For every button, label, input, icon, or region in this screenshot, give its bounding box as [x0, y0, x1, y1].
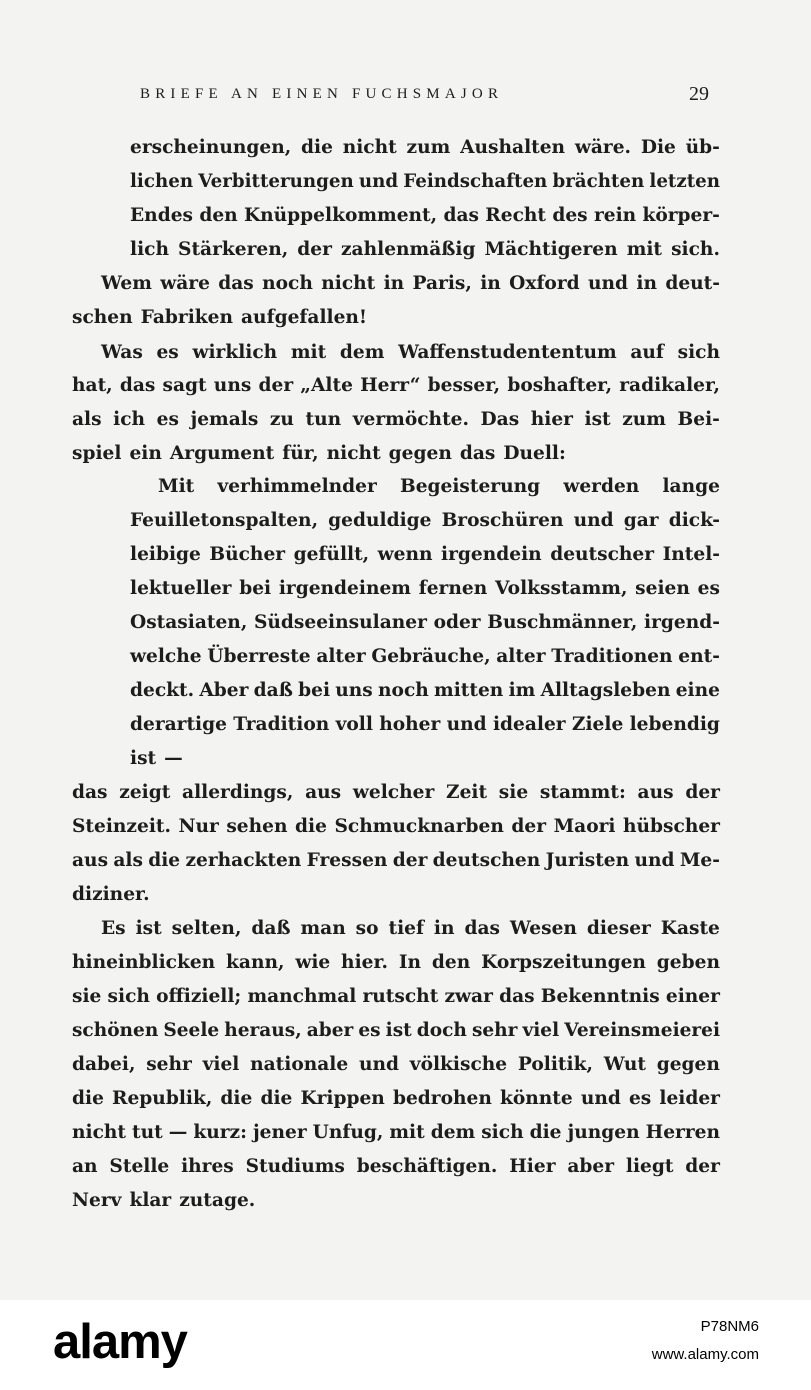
word: irgend- [644, 612, 720, 633]
word: gefüllt, [293, 544, 370, 565]
word: dem [339, 342, 385, 363]
word: die [529, 1122, 562, 1143]
word: wäre. [574, 137, 632, 158]
text-line [130, 233, 720, 267]
word: vermöchte. [352, 409, 469, 430]
word: sich [107, 986, 150, 1007]
word: boshafter, [507, 375, 613, 396]
word: sich [481, 1122, 524, 1143]
text-line [130, 572, 720, 606]
word: kurz: [193, 1122, 247, 1143]
word: kann, [226, 952, 285, 973]
word: ent- [678, 646, 720, 667]
word: mit [389, 1122, 425, 1143]
text-line [72, 437, 566, 471]
text-line [130, 504, 720, 538]
word: Argument [169, 443, 275, 464]
word: letzten [649, 171, 720, 192]
word: und [573, 510, 614, 531]
word: daß [251, 918, 291, 939]
word: Paris, [412, 273, 472, 294]
word: den [199, 205, 238, 226]
word: Wesen [509, 918, 577, 939]
word: Steinzeit. [72, 816, 171, 837]
word: Schmucknarben [334, 816, 504, 837]
word: ist [135, 918, 162, 939]
word: radikaler, [619, 375, 720, 396]
word: eine [675, 680, 720, 701]
word: hier [530, 409, 573, 430]
word: mit [626, 239, 663, 260]
text-line [72, 980, 720, 1014]
word: fernen [418, 578, 488, 599]
text-line [72, 1184, 255, 1218]
text-line [130, 674, 720, 708]
word: der [685, 782, 720, 803]
word: zeigt [119, 782, 171, 803]
word: im [508, 680, 536, 701]
word: noch [378, 680, 429, 701]
word: ihres [181, 1156, 234, 1177]
word: werden [563, 476, 640, 497]
word: zahlenmäßig [341, 239, 476, 260]
word: dick- [668, 510, 720, 531]
word: dem [430, 1122, 476, 1143]
page-number: 29 [689, 83, 709, 105]
word: wirklich [192, 342, 278, 363]
word: idealer [492, 714, 566, 735]
word: Bücher [209, 544, 286, 565]
text-line [130, 538, 720, 572]
word: Vereinsmeierei [564, 1020, 720, 1041]
word: Maori [553, 816, 616, 837]
word: sich [677, 342, 720, 363]
word: der [392, 850, 428, 871]
text-line [130, 708, 720, 742]
text-line [72, 776, 720, 810]
word: sich. [671, 239, 720, 260]
word: manchmal [247, 986, 357, 1007]
word: Feuilletonspalten, [130, 510, 319, 531]
word: schönen [72, 1020, 159, 1041]
word: und [358, 171, 399, 192]
word: das [443, 205, 479, 226]
word: es [697, 578, 720, 599]
word: sehen [226, 816, 288, 837]
word: Südseeinsulaner [253, 612, 427, 633]
word: das [499, 986, 535, 1007]
word: Ziele [571, 714, 624, 735]
word: Bei- [677, 409, 720, 430]
word: Endes [130, 205, 193, 226]
word: gegen [656, 1054, 720, 1075]
word: nicht [342, 137, 397, 158]
word: jungen [567, 1122, 640, 1143]
word: Intel- [662, 544, 720, 565]
word: Mächtigeren [484, 239, 618, 260]
word: klar [129, 1190, 172, 1211]
word: bei [239, 578, 272, 599]
word: zum [622, 409, 666, 430]
word: Es [101, 918, 126, 939]
site-url: www.alamy.com [651, 1346, 759, 1363]
word: lektueller [130, 578, 232, 599]
word: Hier [509, 1156, 556, 1177]
word: als [72, 409, 102, 430]
word: nicht [321, 273, 376, 294]
word: wie [295, 952, 331, 973]
word: sie [72, 986, 102, 1007]
word: Feindschaften [403, 171, 548, 192]
word: rein [593, 205, 637, 226]
word: voll [335, 714, 373, 735]
word: lange [662, 476, 720, 497]
word: Republik, [112, 1088, 213, 1109]
word: sehr [471, 1020, 518, 1041]
text-line [130, 199, 720, 233]
word: das [459, 443, 496, 464]
text-line [72, 1116, 720, 1150]
word: bedrohen [392, 1088, 492, 1109]
word: und [587, 273, 629, 294]
word: aus [305, 782, 342, 803]
word: geduldige [328, 510, 432, 531]
word: doch [416, 1020, 467, 1041]
word: lich [130, 239, 169, 260]
word: die [301, 137, 333, 158]
word: erscheinungen, [130, 137, 292, 158]
word: Stärkeren, [178, 239, 289, 260]
word: das [119, 375, 156, 396]
word: Alltagsleben [540, 680, 671, 701]
word: welche [130, 646, 202, 667]
word: Stelle [109, 1156, 170, 1177]
word: besser, [427, 375, 501, 396]
word: sie [498, 782, 529, 803]
word: der [297, 239, 332, 260]
text-line [72, 810, 720, 844]
text-line [130, 742, 183, 776]
word: leibige [130, 544, 201, 565]
word: noch [262, 273, 313, 294]
word: lichen [130, 171, 194, 192]
word: tut [132, 1122, 163, 1143]
word: Ostasiaten, [130, 612, 248, 633]
word: hier. [341, 952, 389, 973]
word: in [433, 918, 455, 939]
text-line [72, 1150, 720, 1184]
word: Oxford [509, 273, 580, 294]
word: einer [665, 986, 720, 1007]
word: Wem [101, 273, 152, 294]
word: in [636, 273, 657, 294]
word: die [260, 1088, 293, 1109]
word: Bekenntnis [540, 986, 660, 1007]
word: allerdings, [182, 782, 294, 803]
word: aber [306, 1020, 354, 1041]
running-head [0, 83, 811, 110]
word: auf [630, 342, 664, 363]
word: es [156, 342, 179, 363]
word: deut- [665, 273, 720, 294]
word: Studiums [245, 1156, 345, 1177]
word: des [552, 205, 588, 226]
word: wenn [377, 544, 433, 565]
word: in [480, 273, 501, 294]
word: Unfug, [312, 1122, 384, 1143]
word: alter [316, 646, 366, 667]
word: Überreste [207, 646, 311, 667]
word: irgendein [441, 544, 542, 565]
word: könnte [499, 1088, 573, 1109]
word: hineinblicken [72, 952, 216, 973]
word: Politik, [517, 1054, 593, 1075]
word: körper- [642, 205, 720, 226]
word: offiziell; [156, 986, 242, 1007]
text-line [72, 369, 720, 403]
word: und [634, 850, 675, 871]
word: Korpszeitungen [481, 952, 646, 973]
word: völkische [409, 1054, 508, 1075]
word: und [358, 1054, 400, 1075]
word: der [685, 1156, 720, 1177]
word: wäre [160, 273, 210, 294]
word: stammt: [539, 782, 626, 803]
word: ist [385, 1020, 412, 1041]
word: Gebräuche, [371, 646, 491, 667]
word: nicht [72, 1122, 127, 1143]
text-line [72, 301, 367, 335]
text-line [130, 165, 720, 199]
word: Duell: [503, 443, 566, 464]
text-line [101, 267, 720, 301]
word: die [220, 1088, 253, 1109]
word: ein [129, 443, 162, 464]
word: In [398, 952, 422, 973]
word: sehr [146, 1054, 192, 1075]
word: als [113, 850, 143, 871]
word: beschäftigen. [356, 1156, 498, 1177]
word: dieser [586, 918, 651, 939]
word: hat, [72, 375, 113, 396]
word: irgendeinem [278, 578, 411, 599]
word: die [72, 1088, 104, 1109]
image-id: P78NM6 [700, 1318, 759, 1335]
word: man [300, 918, 346, 939]
word: zutage. [179, 1190, 256, 1211]
word: lebendig [629, 714, 720, 735]
word: rutscht [362, 986, 439, 1007]
word: leider [659, 1088, 720, 1109]
word: den [431, 952, 471, 973]
word: heraus, [224, 1020, 302, 1041]
word: brächten [552, 171, 645, 192]
word: und [580, 1088, 621, 1109]
word: schen [72, 307, 133, 328]
text-line [101, 912, 720, 946]
word: diziner. [72, 884, 150, 905]
word: jemals [190, 409, 259, 430]
word: deutscher [550, 544, 655, 565]
word: selten, [171, 918, 242, 939]
word: mit [290, 342, 327, 363]
text-line [72, 403, 720, 437]
word: gar [623, 510, 659, 531]
word: aber [567, 1156, 615, 1177]
word: Juristen [545, 850, 630, 871]
stock-footer [0, 1300, 811, 1390]
word: zwar [444, 986, 493, 1007]
word: der [511, 816, 547, 837]
word: verhimmelnder [217, 476, 377, 497]
word: mitten [434, 680, 504, 701]
word: sagt [162, 375, 207, 396]
text-line [72, 878, 150, 912]
word: uns [335, 680, 373, 701]
word: Wut [603, 1054, 646, 1075]
word: zum [406, 137, 451, 158]
word: es [358, 1020, 381, 1041]
word: — [168, 1122, 188, 1143]
word: Aushalten [460, 137, 566, 158]
word: üb- [685, 137, 720, 158]
word: Begeisterung [399, 476, 541, 497]
word: nationale [250, 1054, 349, 1075]
word: zerhackten [185, 850, 302, 871]
word: nicht [326, 443, 381, 464]
text-line [130, 131, 720, 165]
word: Aber [199, 680, 249, 701]
text-line [72, 1082, 720, 1116]
word: Fabriken [140, 307, 233, 328]
word: zu [269, 409, 294, 430]
word: es [156, 409, 179, 430]
word: geben [656, 952, 720, 973]
word: Tradition [233, 714, 330, 735]
word: Fressen [306, 850, 388, 871]
word: viel [202, 1054, 240, 1075]
word: „Alte [300, 375, 353, 396]
word: oder [433, 612, 481, 633]
word: es [628, 1088, 652, 1109]
word: ist [130, 748, 157, 769]
word: Herren [645, 1122, 720, 1143]
word: seien [635, 578, 690, 599]
word: liegt [625, 1156, 674, 1177]
word: ist [584, 409, 611, 430]
word: gegen [388, 443, 452, 464]
word: die [148, 850, 181, 871]
word: Zeit [446, 782, 488, 803]
word: deckt. [130, 680, 195, 701]
word: für, [282, 443, 319, 464]
word: Das [480, 409, 520, 430]
word: der [258, 375, 294, 396]
word: Mit [158, 476, 195, 497]
word: die [295, 816, 327, 837]
word: und [446, 714, 487, 735]
text-line [72, 1014, 720, 1048]
running-title: BRIEFE AN EINEN FUCHSMAJOR [140, 86, 504, 102]
word: Krippen [300, 1088, 385, 1109]
word: alter [496, 646, 546, 667]
word: uns [213, 375, 252, 396]
word: so [355, 918, 379, 939]
text-line [158, 470, 720, 504]
text-line [130, 606, 720, 640]
word: Waffenstudententum [398, 342, 617, 363]
word: Me- [679, 850, 720, 871]
word: das [72, 782, 108, 803]
word: das [218, 273, 254, 294]
word: Broschüren [441, 510, 564, 531]
text-line [72, 1048, 720, 1082]
word: daß [253, 680, 293, 701]
word: Nerv [72, 1190, 122, 1211]
word: tief [388, 918, 424, 939]
word: an [72, 1156, 98, 1177]
word: bei [298, 680, 331, 701]
text-line [72, 946, 720, 980]
word: Volksstamm, [494, 578, 628, 599]
word: tun [305, 409, 342, 430]
text-line [130, 640, 720, 674]
word: — [164, 748, 183, 769]
alamy-logo: alamy [53, 1315, 187, 1369]
word: Kaste [660, 918, 720, 939]
word: aufgefallen! [241, 307, 368, 328]
text-line [72, 844, 720, 878]
word: viel [522, 1020, 560, 1041]
text-line [101, 336, 720, 370]
word: Knüppelkomment, [243, 205, 438, 226]
word: Die [640, 137, 676, 158]
word: Nur [178, 816, 219, 837]
word: hübscher [623, 816, 720, 837]
word: Herr“ [360, 375, 421, 396]
word: aus [72, 850, 109, 871]
word: ich [113, 409, 146, 430]
word: deutschen [432, 850, 541, 871]
word: welcher [352, 782, 435, 803]
word: Verbitterungen [198, 171, 354, 192]
word: Buschmänner, [487, 612, 638, 633]
word: das [464, 918, 500, 939]
word: aus [637, 782, 674, 803]
word: Recht [485, 205, 546, 226]
word: Was [101, 342, 143, 363]
word: in [383, 273, 405, 294]
word: hoher [379, 714, 441, 735]
word: spiel [72, 443, 122, 464]
word: Seele [163, 1020, 220, 1041]
word: dabei, [72, 1054, 136, 1075]
word: derartige [130, 714, 227, 735]
word: Traditionen [551, 646, 673, 667]
word: jener [252, 1122, 307, 1143]
